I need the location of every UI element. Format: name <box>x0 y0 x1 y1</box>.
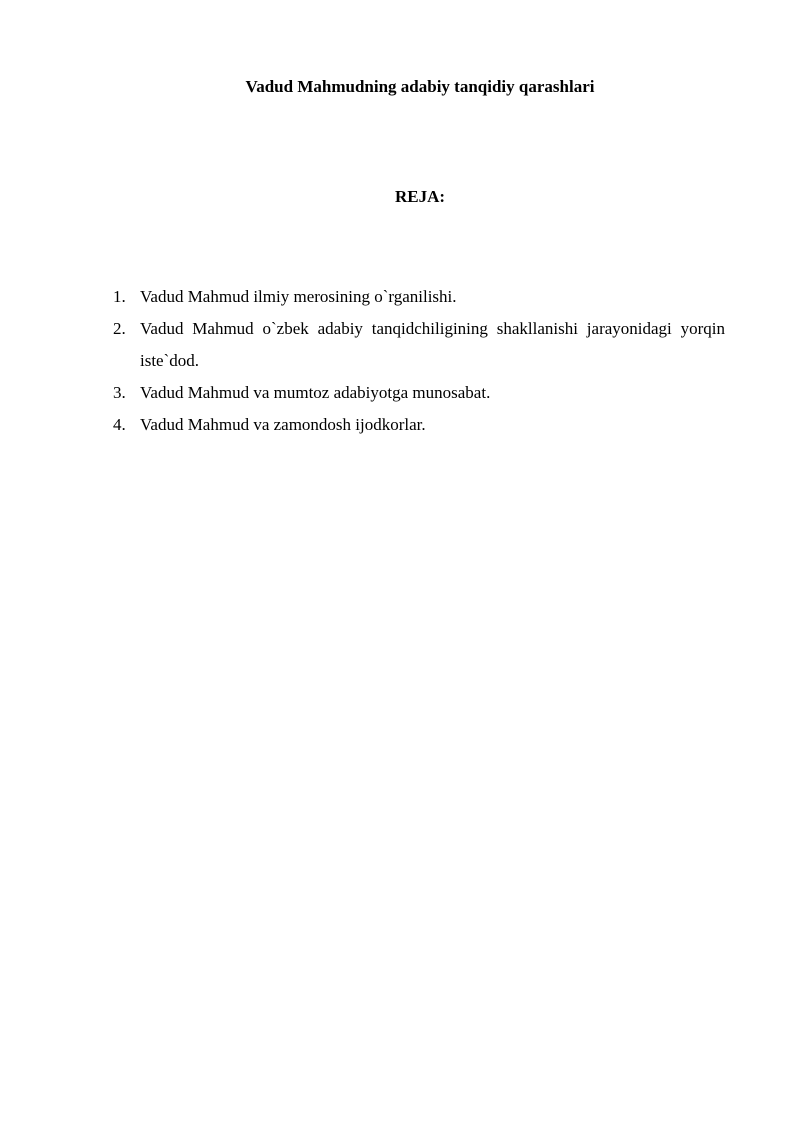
list-item-text: Vadud Mahmud va mumtoz adabiyotga munosabat. <box>140 383 491 402</box>
list-item <box>113 313 725 377</box>
list-item <box>113 409 725 441</box>
list-item-number: 1. <box>113 287 126 306</box>
list-item-text: Vadud Mahmud o`zbek adabiy tanqidchiligining shakllanishi jarayonidagi yorqin iste`dod. <box>140 319 725 370</box>
list-item-number: 3. <box>113 383 126 402</box>
list-item-number: 4. <box>113 415 126 434</box>
list-item <box>113 377 725 409</box>
plan-list <box>113 281 725 441</box>
list-item-text: Vadud Mahmud ilmiy merosining o`rganilishi. <box>140 287 457 306</box>
document-title: Vadud Mahmudning adabiy tanqidiy qarashlari <box>245 77 595 96</box>
list-item-text: Vadud Mahmud va zamondosh ijodkorlar. <box>140 415 426 434</box>
list-item-number: 2. <box>113 319 126 338</box>
plan-heading: REJA: <box>394 187 446 206</box>
list-item <box>113 281 725 313</box>
